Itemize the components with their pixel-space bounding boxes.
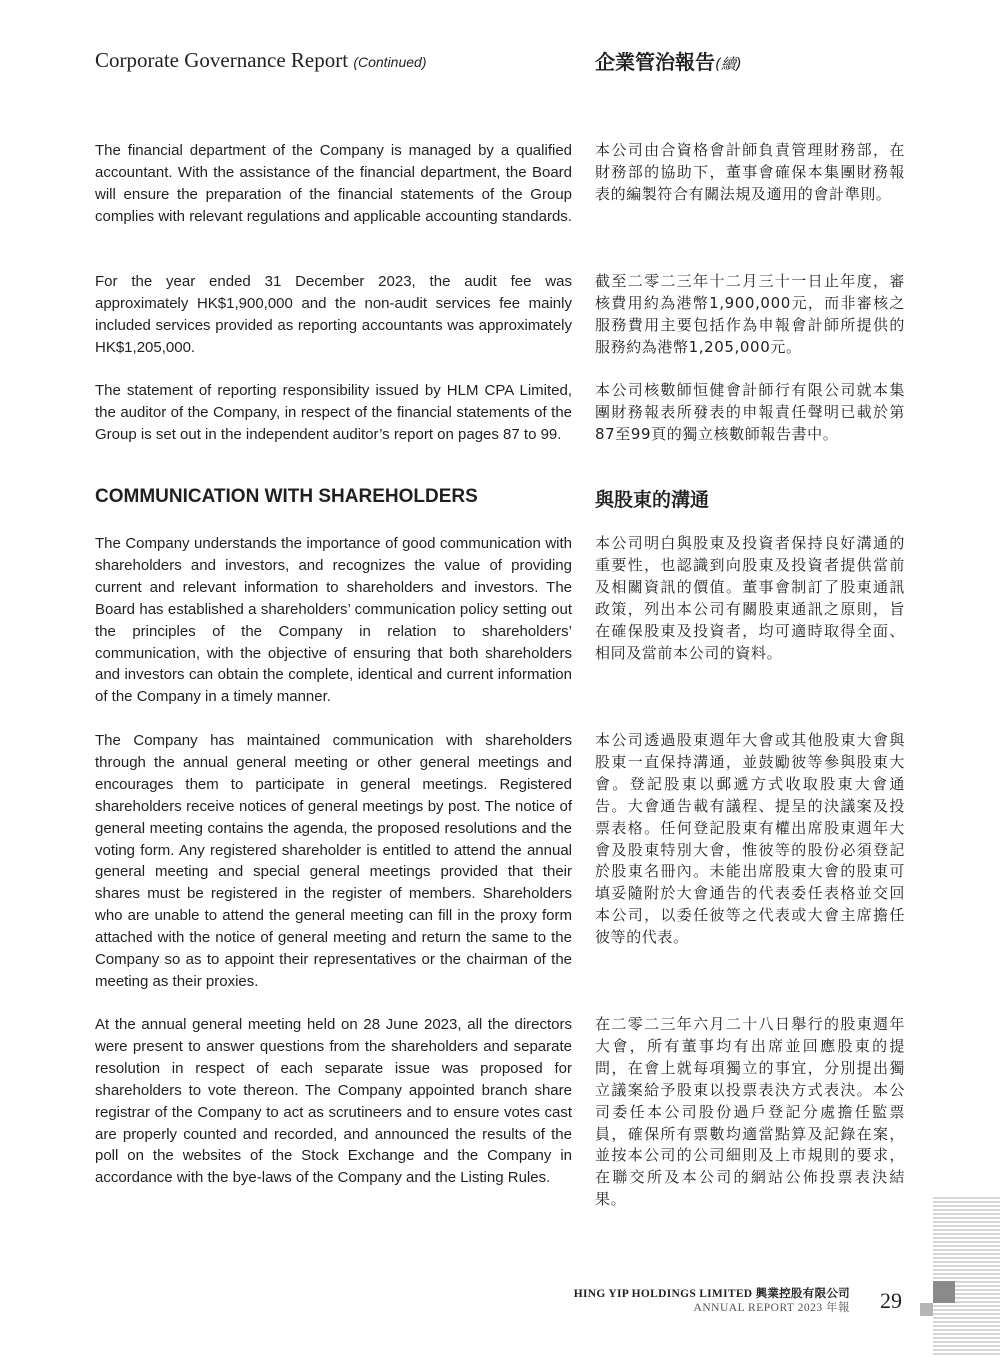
paragraph-financial-department-en: The financial department of the Company is managed by a qualified accountant. With the assistance of the financial department, the Board will ensure the preparation of the financial statements of the Group complies with relevant regulations and applicable accounting standards. [95, 142, 572, 225]
header-title-en: Corporate Governance Report [95, 48, 349, 72]
paragraph-general-meetings-en: The Company has maintained communication with shareholders through the annual general meeting or other general meetings and encourages them to participate in general meetings. Registered shareholders receive notices of general meetings by post. The notice of general meeting contains the agenda, the proposed resolutions and the voting form. Any registered shareholder is entitled to attend the annual general meeting and special general meetings provided that their shares must be registered in the register of members. Shareholders who are unable to attend the general meeting can fill in the proxy form attached with the notice of general meeting and return the same to the Company so as to appoint their representatives or the chairman of the meeting as their proxies. [95, 732, 572, 990]
page-header-chinese [595, 46, 742, 75]
page-header-english [95, 48, 426, 73]
footer-company-name: HING YIP HOLDINGS LIMITED 興業控股有限公司 [573, 1288, 850, 1300]
header-continued-en: (Continued) [353, 54, 427, 70]
header-continued-zh: (續) [715, 55, 742, 73]
header-title-zh: 企業管治報告 [595, 50, 715, 74]
paragraph-audit-fee-zh: 截至二零二三年十二月三十一日止年度，審核費用約為港幣1,900,000元，而非審核之服務費用主要包括作為申報會計師所提供的服務約為港幣1,205,000元。 [595, 272, 905, 356]
paragraph-general-meetings-zh: 本公司透過股東週年大會或其他股東大會與股東一直保持溝通，並鼓勵彼等參與股東大會。登記股東以郵遞方式收取股東大會通告。大會通告載有議程、提呈的決議案及投票表格。任何登記股東有權出席股東週年大會及股東特別大會，惟彼等的股份必須登記於股東名冊內。未能出席股東大會的股東可填妥隨附於大會通告的代表委任表格並交回本公司，以委任彼等之代表或大會主席擔任彼等的代表。 [595, 731, 905, 947]
paragraph-agm-2023-en: At the annual general meeting held on 28 June 2023, all the directors were present to answer questions from the shareholders and separate resolution in respect of each separate issue was proposed for shareholders to vote thereon. The Company appointed branch share registrar of the Company to act as scrutineers and to ensure votes cast are properly counted and recorded, and announced the results of the poll on the websites of the Stock Exchange and the Company in accordance with the bye-laws of the Company and the Listing Rules. [95, 1016, 572, 1187]
paragraph-reporting-responsibility-zh: 本公司核數師恒健會計師行有限公司就本集團財務報表所發表的申報責任聲明已載於第87至99頁的獨立核數師報告書中。 [595, 381, 905, 443]
paragraph-communication-policy-zh: 本公司明白與股東及投資者保持良好溝通的重要性，也認識到向股東及投資者提供當前及相關資訊的價值。董事會制訂了股東通訊政策，列出本公司有關股東通訊之原則，旨在確保股東及投資者，均可適時取得全面、相同及當前本公司的資料。 [595, 534, 905, 662]
paragraph-communication-policy-en: The Company understands the importance of good communication with shareholders and investors, and recognizes the value of providing current and relevant information to shareholders and investors. The Board has established a shareholders’ communication policy setting out the principles of the Company in relation to shareholders’ communication, with the objective of ensuring that both shareholders and investors can obtain the complete, identical and current information of the Company in a timely manner. [95, 535, 572, 706]
footer-report-title: ANNUAL REPORT 2023 年報 [693, 1302, 850, 1314]
section-heading-en: COMMUNICATION WITH SHAREHOLDERS [95, 486, 478, 507]
decorative-square-light [920, 1303, 933, 1316]
page-number: 29 [880, 1288, 902, 1313]
paragraph-reporting-responsibility-en: The statement of reporting responsibility issued by HLM CPA Limited, the auditor of the Company, in respect of the financial statements of the Group is set out in the independent auditor’s report on pages 87 to 99. [95, 382, 572, 443]
paragraph-financial-department-zh: 本公司由合資格會計師負責管理財務部，在財務部的協助下，董事會確保本集團財務報表的編製符合有關法規及適用的會計準則。 [595, 141, 905, 203]
decorative-stripes [933, 1197, 1000, 1357]
paragraph-audit-fee-en: For the year ended 31 December 2023, the audit fee was approximately HK$1,900,000 and the non-audit services fee mainly included services provided as reporting accountants was approximately HK$1,205,000. [95, 273, 572, 356]
section-heading-zh: 與股東的溝通 [595, 489, 710, 511]
decorative-square-dark [933, 1281, 955, 1303]
paragraph-agm-2023-zh: 在二零二三年六月二十八日舉行的股東週年大會，所有董事均有出席並回應股東的提問，在會上就每項獨立的事宜，分別提出獨立議案給予股東以投票表決方式表決。本公司委任本公司股份過戶登記分處擔任監票員，確保所有票數均適當點算及記錄在案，並按本公司的公司細則及上市規則的要求，在聯交所及本公司的網站公佈投票表決結果。 [595, 1015, 905, 1209]
